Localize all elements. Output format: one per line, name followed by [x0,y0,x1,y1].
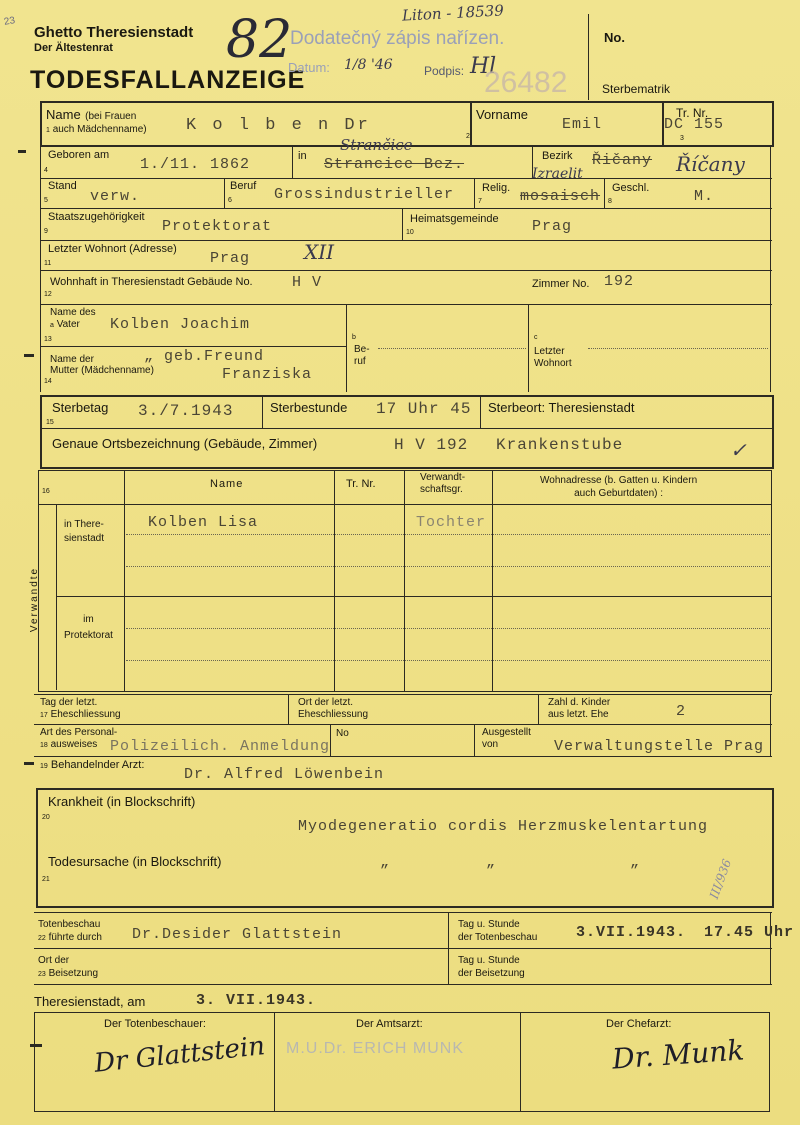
geboren-value: 1./11. 1862 [140,156,251,173]
wohnort-label: Letzter Wohnort (Adresse) [48,243,177,255]
n8: 8 [608,198,612,205]
n13: 13 [44,336,52,343]
punch-mark-4 [30,1044,42,1047]
n20: 20 [42,814,50,821]
vater-value: Kolben Joachim [110,316,251,333]
sig-div-2 [520,1012,521,1112]
rel-side-label: Verwandte [29,566,41,633]
n14: 14 [44,378,52,385]
mutter-value-1: „ geb.Freund [144,348,265,365]
beschauer-label: Der Totenbeschauer: [104,1018,206,1030]
handwritten-big-number: 82 [226,10,293,70]
podpis-label: Podpis: [424,64,465,78]
n6: 6 [228,197,232,204]
ursache-label: Todesursache (in Blockschrift) [48,854,222,869]
doctor-top [34,756,772,757]
row-line-parents [40,304,772,305]
footer-date: 3. VII.1943. [196,992,317,1009]
bezirk-label: Bezirk [542,150,573,162]
inspection-mid [34,948,772,949]
n15: 15 [46,419,54,426]
rel-col-verw: Verwandt- schaftsgr. [420,472,466,495]
row-line-citizen [40,208,772,209]
geschl-divider [604,178,605,208]
beschau-tag-label: Tag u. Stunde der Totenbeschau [458,919,538,943]
n5: 5 [44,197,48,204]
relig-label: Relig. [482,182,511,194]
n11: 11 [44,260,52,267]
sterbeort-label: Sterbeort: Theresienstadt [488,400,635,415]
parents-divider-2 [528,304,529,392]
zimmer-value: 192 [604,273,635,290]
heimat-divider [402,208,403,240]
corner-mark: 23 [3,15,16,28]
ausweis-label: Art des Personal- 18 ausweises [40,727,118,750]
beruf-label: Beruf [230,180,257,192]
ausgestellt-value: Verwaltungstelle Prag [554,738,765,755]
vorname-label: Vorname [476,107,529,122]
name-divider [470,101,472,145]
datum-label: Datum: [288,60,330,75]
beschau-stunde-value: 17.45 Uhr [704,924,795,941]
n12: 12 [44,291,52,298]
rel-in-there: in There- sienstadt [64,519,105,544]
rel-verw-value: Tochter [416,514,487,531]
amtsarzt-stamp: M.U.Dr. ERICH MUNK [286,1040,464,1057]
datum-value: 1/8 '46 [344,57,393,73]
relig-hand: Izraelit [532,166,583,182]
geboren-label: Geboren am [48,149,110,161]
letzter-wohnort-label: Letzter Wohnort [534,346,572,369]
relatives-header-line [38,504,772,505]
heimat-value: Prag [532,218,573,235]
ort-label: Genaue Ortsbezeichnung (Gebäude, Zimmer) [52,436,318,451]
parents-divider-1 [346,304,347,392]
n2: 2 [466,133,470,140]
correction-stamp: Dodatečný zápis nařízen. [290,28,505,49]
krankheit-label: Krankheit (in Blockschrift) [48,794,196,809]
form-title: TODESFALLANZEIGE [30,66,306,94]
krankheit-value: Myodegeneratio cordis Herzmuskelentartung [298,818,709,835]
row-line-status [40,178,772,179]
sterbestunde-label: Sterbestunde [270,400,348,415]
rel-col-name: Name [210,478,244,490]
trnr-value: DC 155 [664,116,725,133]
inspection-div [448,912,449,984]
wohnort-hand: XII [304,240,335,264]
sterbematrik-label: Sterbematrik [602,82,671,96]
name-label-sub: 1 auch Mädchenname) [46,124,147,135]
beschauer-signature: Dr Glattstein [92,1031,267,1079]
mutter-value-2: Franziska [222,366,313,383]
beschau-value: Dr.Desider Glattstein [132,926,343,943]
marriage-top [34,694,772,695]
ursache-value-2: „ [486,854,497,871]
handwritten-top-note: Liton - 18539 [401,1,505,25]
ausweis-value: Polizeilich. Anmeldung [110,738,331,755]
beschau-label: Totenbeschau 22 führte durch [38,919,102,943]
zimmer-label: Zimmer No. [532,278,590,290]
geschl-label: Geschl. [612,182,650,194]
ghetto-title: Ghetto Theresienstadt [34,24,194,41]
chefarzt-label: Der Chefarzt: [606,1018,672,1030]
staat-label: Staatszugehörigkeit [48,211,145,223]
staat-value: Protektorat [162,218,273,235]
bezirk-typed: Řičany [592,152,653,169]
punch-mark-2 [24,354,34,357]
rel-line-3 [126,628,770,629]
ort-value-2: Krankenstube [496,436,624,454]
beisetzung-tag-label: Tag u. Stunde der Beisetzung [458,955,525,979]
inspection-bottom [34,984,772,985]
n10: 10 [406,229,414,236]
n21: 21 [42,876,50,883]
beschau-tag-value: 3.VII.1943. [576,924,687,941]
rel-col-2 [334,470,335,692]
illness-side-note: III/936 [706,857,735,901]
birthplace-typed: Strancice Bez. [324,156,465,173]
relig-value: mosaisch [520,188,601,205]
rel-line-4 [126,660,770,661]
sterbetag-value: 3./7.1943 [138,402,234,420]
beruf-divider [224,178,225,208]
death-divider-1 [262,395,263,428]
rel-line-2 [126,566,770,567]
ursache-value-3: „ [630,854,641,871]
n4: 4 [44,167,48,174]
kinder-value: 2 [676,703,687,720]
ort-value: H V 192 [394,436,469,454]
gebaeude-value: H V [292,274,323,291]
rel-line-1 [126,534,770,535]
row-line-wohnort [40,240,772,241]
podpis-value: Hl [470,54,497,79]
inspection-top [34,912,772,913]
sterbetag-label: Sterbetag [52,400,109,415]
n3: 3 [680,135,684,142]
row-line-gebaeude [40,270,772,271]
n16: 16 [42,488,50,495]
ausweis-no-label: No [336,728,349,739]
in-divider [292,146,293,178]
beruf-parent-label: Be- ruf [354,344,370,367]
rel-col-adresse: Wohnadresse (b. Gatten u. Kindern auch Geburtdaten) : [540,475,698,499]
ehe-ort-label: Ort der letzt. Eheschliessung [298,697,369,720]
punch-mark-3 [24,762,34,765]
birthplace-hand: Strančice [340,136,413,154]
n7: 7 [478,198,482,205]
beisetzung-ort-label: Ort der 23 Beisetzung [38,955,99,979]
rel-im-protektorat: im Protektorat [64,614,113,641]
marriage-div-2 [538,694,539,724]
ort-checkmark: ✓ [730,438,747,462]
rel-side-col [56,504,57,690]
header-divider [588,14,589,100]
vorname-value: Emil [562,116,603,133]
footer-place: Theresienstadt, am [34,994,146,1009]
death-mid-line [40,428,772,429]
beruf-value: Grossindustrieller [274,186,455,203]
marriage-div-1 [288,694,289,724]
vater-label: Name des a Vater [50,307,96,330]
right-border-main [770,146,771,392]
no-label: No. [604,30,625,45]
chefarzt-signature: Dr. Munk [611,1033,746,1076]
stand-value: verw. [90,188,141,205]
trnr-label: Tr. Nr. [676,106,709,120]
stamp-number: 26482 [484,66,568,99]
wohnort-value: Prag [210,250,251,267]
mutter-label: Name der Mutter (Mädchenname) [50,354,154,376]
parents-mid-line [40,346,346,347]
ehe-tag-label: Tag der letzt. 17 Eheschliessung [40,697,121,720]
punch-mark-1 [18,150,26,153]
beruf-dots [378,348,526,349]
rel-name-value: Kolben Lisa [148,514,259,531]
parents-c: c [534,334,538,341]
lower-right-border [770,694,771,756]
inspection-right [770,912,771,984]
surname-value: K o l b e n Dr [186,116,371,135]
in-label: in [298,150,307,162]
death-divider-2 [480,395,481,428]
n9: 9 [44,228,48,235]
gebaeude-label: Wohnhaft in Theresienstadt Gebäude No. [50,276,253,288]
arzt-value: Dr. Alfred Löwenbein [184,766,385,783]
parents-b: b [352,334,356,341]
heimat-label: Heimatsgemeinde [410,213,499,225]
id-top [34,724,772,725]
arzt-label: 19 Behandelnder Arzt: [40,759,145,771]
id-div-1 [330,724,331,756]
rel-col-3 [404,470,405,692]
relig-divider [474,178,475,208]
sterbestunde-value: 17 Uhr 45 [376,400,472,418]
stand-label: Stand [48,180,77,192]
ausgestellt-label: Ausgestellt von [482,727,531,750]
rel-col-4 [492,470,493,692]
wohnort-dots [588,348,768,349]
rel-col-1 [124,470,125,692]
geschl-value: M. [694,188,715,205]
rel-col-trnr: Tr. Nr. [346,478,376,490]
id-div-2 [474,724,475,756]
bezirk-hand: Říčany [676,152,745,176]
amtsarzt-label: Der Amtsarzt: [356,1018,423,1030]
ursache-value-1: „ [380,854,391,871]
name-label: Name (bei Frauen [46,107,137,122]
left-border-main [40,146,41,392]
rel-section-split [56,596,772,597]
kinder-label: Zahl d. Kinder aus letzt. Ehe [548,697,611,720]
sig-div-1 [274,1012,275,1112]
council-title: Der Ältestenrat [34,42,113,54]
